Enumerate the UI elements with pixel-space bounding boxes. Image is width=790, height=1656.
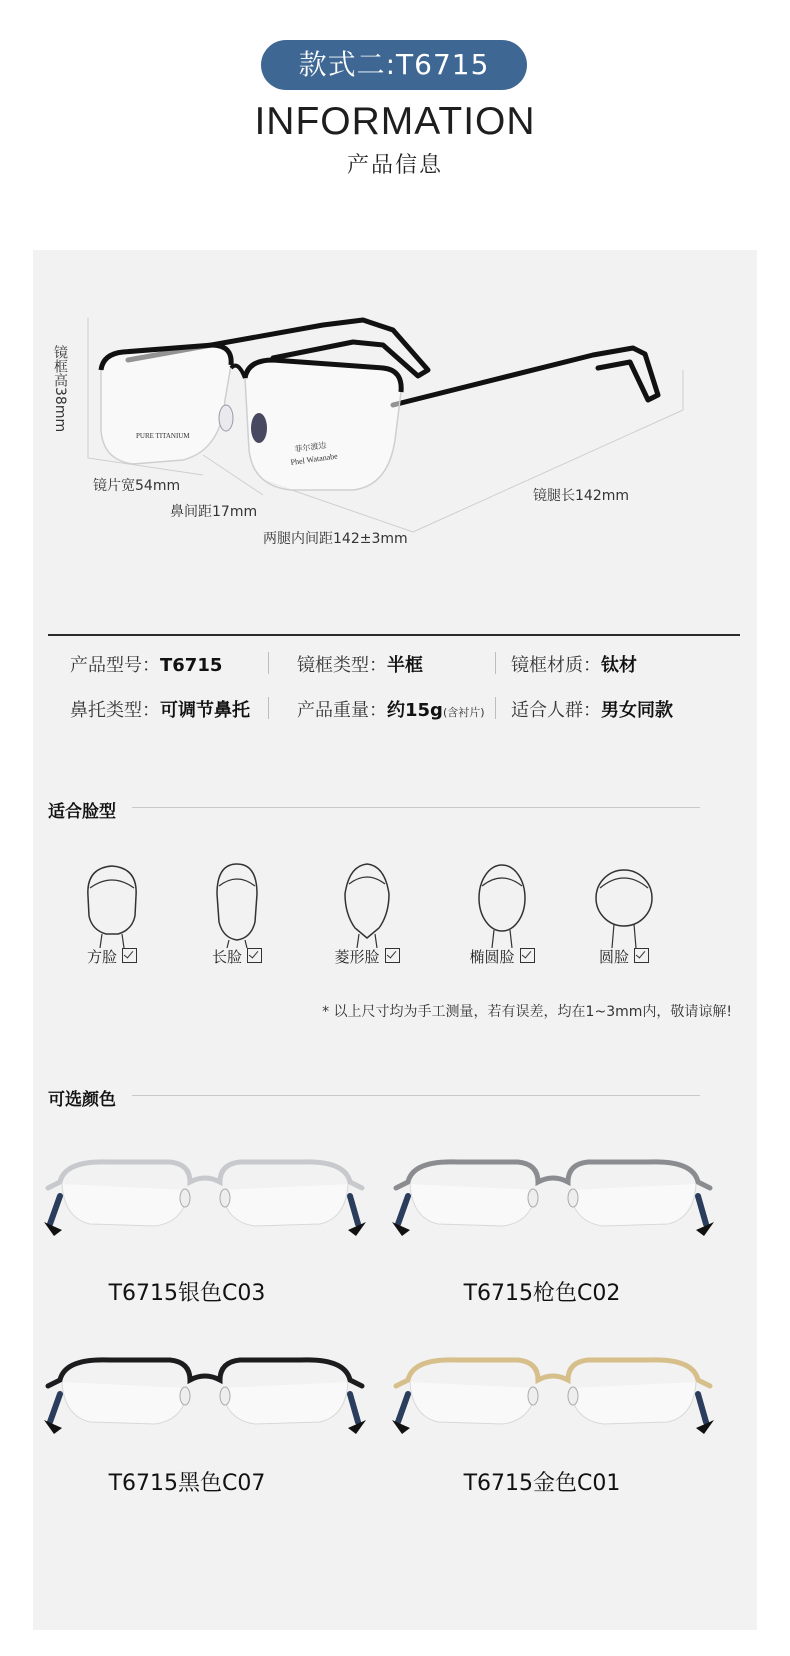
face-label-oval: 椭圆脸	[442, 946, 562, 967]
section-subtitle: 产品信息	[346, 153, 443, 178]
spec-separator	[268, 697, 269, 719]
dim-frame-height: 镜框高38mm	[52, 345, 68, 433]
spec-separator	[268, 652, 269, 674]
face-label-long: 长脸	[177, 946, 297, 967]
section-line	[132, 1095, 700, 1096]
face-label-round: 圆脸	[564, 946, 684, 967]
measurement-note: * 以上尺寸均为手工测量，若有误差，均在1~3mm内，敬请谅解!	[322, 1004, 732, 1020]
color-label-silver: T6715银色C03	[108, 1281, 266, 1306]
dim-temple-length: 镜腿长142mm	[533, 488, 629, 504]
spec-material: 镜框材质：钛材	[511, 655, 637, 676]
color-label-gunmetal: T6715枪色C02	[463, 1281, 621, 1306]
check-icon	[634, 948, 649, 963]
dim-lens-width: 镜片宽54mm	[93, 478, 181, 494]
color-label-gold: T6715金色C01	[463, 1471, 621, 1496]
check-icon	[385, 948, 400, 963]
spec-weight: 产品重量：约15g(含衬片)	[297, 700, 485, 721]
lens-print-titanium: PURE TITANIUM	[136, 432, 190, 440]
color-label-black: T6715黑色C07	[108, 1471, 266, 1496]
face-oval-icon	[462, 858, 542, 948]
section-line	[132, 807, 700, 808]
lens-print-brand: 菲尔渡边	[294, 440, 327, 454]
divider	[48, 634, 740, 636]
lens-print-brand-latin: Phel Watanabe	[290, 451, 339, 467]
glasses-gunmetal-image	[388, 1152, 718, 1262]
glasses-dimension-diagram	[33, 250, 757, 610]
dim-bridge: 鼻间距17mm	[170, 504, 258, 520]
face-square-icon	[72, 858, 152, 948]
spec-nosepad: 鼻托类型：可调节鼻托	[70, 700, 250, 721]
spec-audience: 适合人群：男女同款	[511, 700, 673, 721]
spec-frame-type: 镜框类型：半框	[297, 655, 423, 676]
section-title-information: INFORMATION	[254, 100, 536, 143]
spec-separator	[495, 652, 496, 674]
face-round-icon	[584, 858, 664, 948]
style-pill: 款式二:T6715	[261, 40, 527, 90]
colors-title: 可选颜色	[48, 1090, 116, 1110]
check-icon	[122, 948, 137, 963]
face-label-square: 方脸	[52, 946, 172, 967]
face-diamond-icon	[327, 858, 407, 948]
check-icon	[247, 948, 262, 963]
check-icon	[520, 948, 535, 963]
spec-separator	[495, 697, 496, 719]
glasses-gold-image	[388, 1350, 718, 1460]
faces-title: 适合脸型	[48, 802, 116, 822]
face-long-icon	[197, 858, 277, 948]
glasses-silver-image	[40, 1152, 370, 1262]
face-label-diamond: 菱形脸	[307, 946, 427, 967]
spec-model: 产品型号：T6715	[70, 655, 223, 676]
dim-temple-distance: 两腿内间距142±3mm	[263, 531, 408, 547]
glasses-black-image	[40, 1350, 370, 1460]
